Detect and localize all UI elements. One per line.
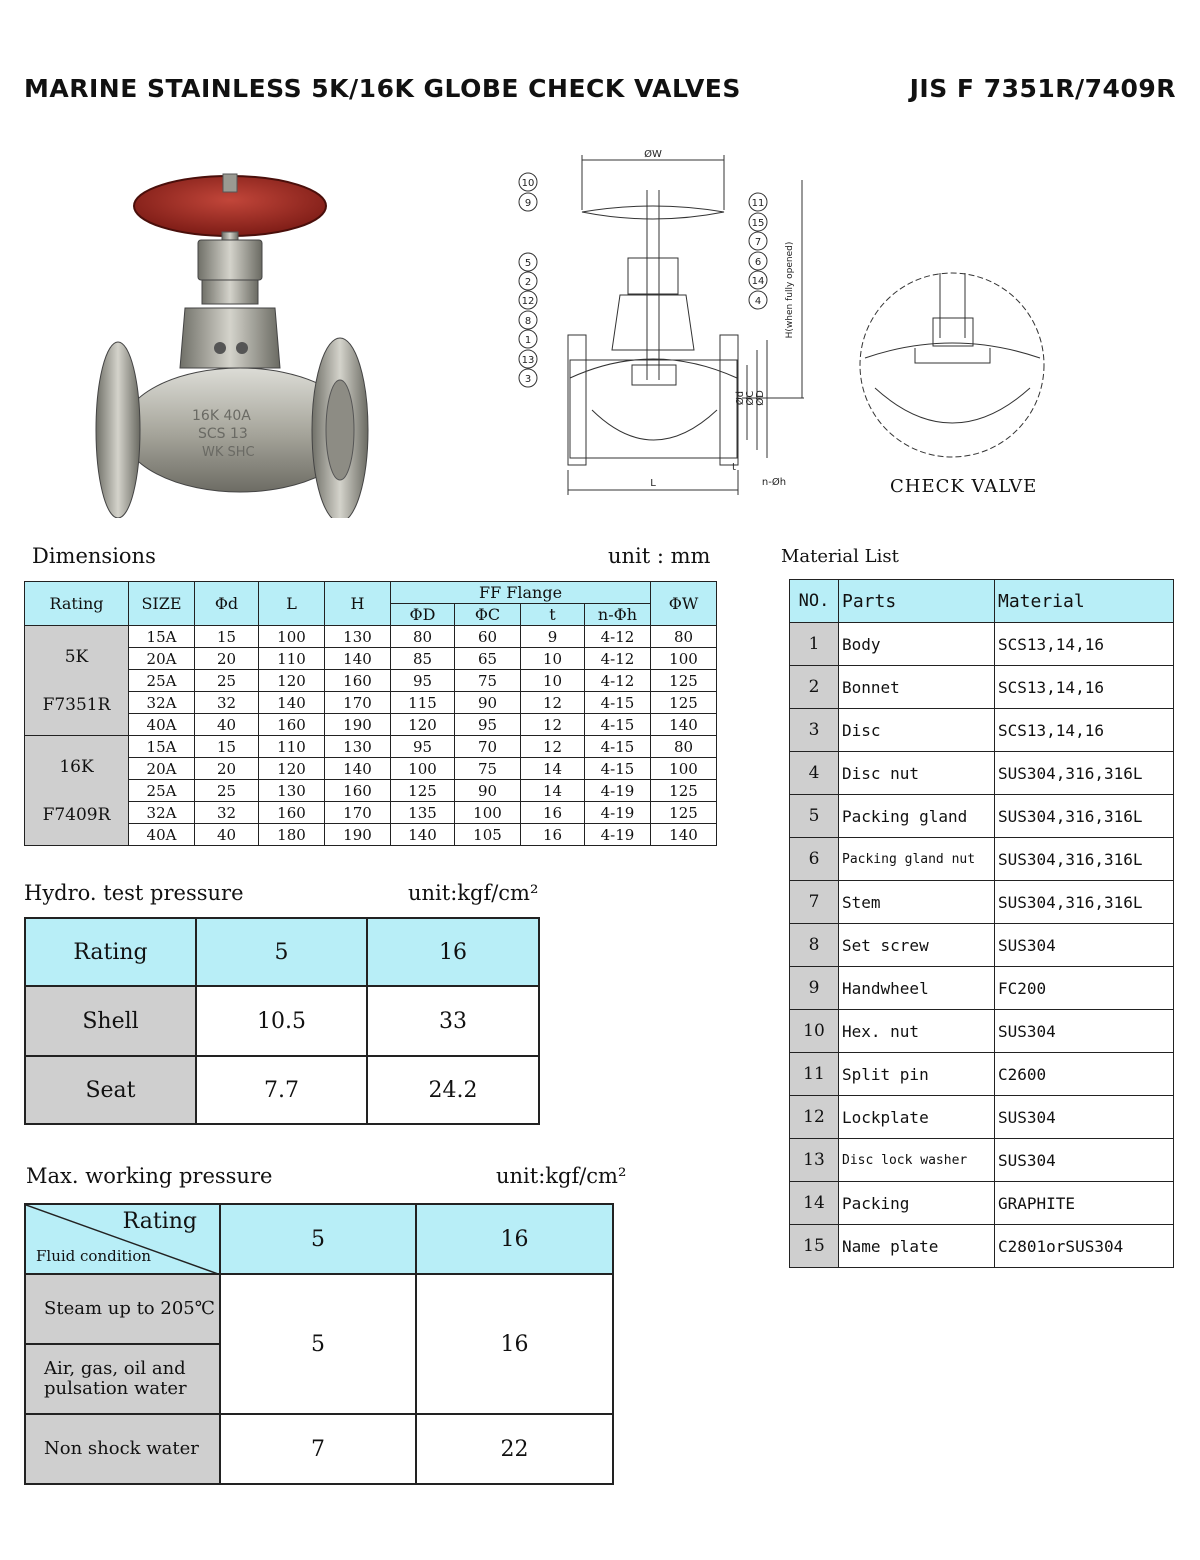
- material-row: [790, 795, 1174, 838]
- working-unit: unit:kgf/cm²: [496, 1164, 627, 1188]
- balloon: 1: [524, 335, 532, 346]
- dimension-cell: 110: [259, 736, 325, 758]
- dimension-cell: 20A: [129, 648, 195, 670]
- col-d: Φd: [195, 582, 259, 626]
- dimension-cell: 15A: [129, 736, 195, 758]
- dimension-cell: 125: [391, 780, 455, 802]
- dimension-cell: 100: [455, 802, 521, 824]
- balloon: 3: [524, 374, 532, 385]
- col-nh: n-Φh: [585, 604, 651, 626]
- material-list-title: Material List: [781, 546, 899, 567]
- dimension-cell: 80: [391, 626, 455, 648]
- dimension-cell: 9: [521, 626, 585, 648]
- corner-rating: Rating: [122, 1209, 197, 1234]
- dimension-row: [25, 824, 717, 846]
- material-row: [790, 1225, 1174, 1268]
- hydro-seat-label: Seat: [25, 1056, 196, 1124]
- mat-col-no: NO.: [790, 580, 839, 623]
- dimension-cell: 65: [455, 648, 521, 670]
- hydro-test-table: [24, 917, 540, 1125]
- dimension-cell: 140: [325, 648, 391, 670]
- material-part: Lockplate: [839, 1096, 995, 1139]
- jis-code: F7351R: [42, 694, 111, 715]
- material-no: 5: [790, 795, 839, 838]
- dimension-cell: 10: [521, 648, 585, 670]
- dimension-cell: 4-19: [585, 802, 651, 824]
- dimension-cell: 125: [651, 780, 717, 802]
- dimension-cell: 4-12: [585, 670, 651, 692]
- check-valve-detail: [855, 268, 1050, 463]
- dimension-cell: 140: [651, 714, 717, 736]
- rating-value: 16K: [59, 756, 94, 777]
- material-no: 14: [790, 1182, 839, 1225]
- col-c: ΦC: [455, 604, 521, 626]
- balloon: 13: [521, 355, 535, 366]
- dimension-cell: 15: [195, 626, 259, 648]
- dimension-cell: 130: [259, 780, 325, 802]
- dimension-cell: 125: [651, 802, 717, 824]
- dimension-cell: 15: [195, 736, 259, 758]
- material-no: 11: [790, 1053, 839, 1096]
- hydro-rating-label: Rating: [25, 918, 196, 986]
- dim-label-t: t: [732, 462, 736, 473]
- material-spec: SUS304,316,316L: [995, 838, 1174, 881]
- dimension-cell: 25A: [129, 670, 195, 692]
- material-no: 1: [790, 623, 839, 666]
- balloon: 2: [524, 277, 532, 288]
- material-no: 13: [790, 1139, 839, 1182]
- dimension-cell: 120: [391, 714, 455, 736]
- material-no: 2: [790, 666, 839, 709]
- corner-fluid: Fluid condition: [36, 1247, 152, 1265]
- material-spec: SUS304,316,316L: [995, 795, 1174, 838]
- col-w: ΦW: [651, 582, 717, 626]
- dimension-cell: 25A: [129, 780, 195, 802]
- col-dd: ΦD: [391, 604, 455, 626]
- dimension-cell: 14: [521, 758, 585, 780]
- hydro-shell-label: Shell: [25, 986, 196, 1056]
- dimension-cell: 190: [325, 714, 391, 736]
- material-row: [790, 1182, 1174, 1225]
- material-part: Hex. nut: [839, 1010, 995, 1053]
- rating-value: 5K: [64, 646, 89, 667]
- dimension-cell: 60: [455, 626, 521, 648]
- dimension-row: [25, 736, 717, 758]
- balloon: 5: [524, 258, 532, 269]
- dimension-cell: 140: [391, 824, 455, 846]
- col-ff-flange: FF Flange: [391, 582, 651, 604]
- dimension-cell: 160: [259, 802, 325, 824]
- dimension-cell: 40A: [129, 824, 195, 846]
- dimensions-unit: unit : mm: [608, 544, 711, 568]
- dimension-row: [25, 692, 717, 714]
- dimension-cell: 80: [651, 736, 717, 758]
- material-no: 4: [790, 752, 839, 795]
- dimension-cell: 4-19: [585, 780, 651, 802]
- dimension-cell: 180: [259, 824, 325, 846]
- dimension-cell: 190: [325, 824, 391, 846]
- hydro-unit: unit:kgf/cm²: [408, 881, 539, 905]
- dimension-row: [25, 802, 717, 824]
- dimension-cell: 20A: [129, 758, 195, 780]
- dimension-cell: 12: [521, 736, 585, 758]
- material-spec: SUS304,316,316L: [995, 881, 1174, 924]
- dimension-row: [25, 648, 717, 670]
- hydro-shell-5: 10.5: [196, 986, 367, 1056]
- col-l: L: [259, 582, 325, 626]
- hydro-shell-16: 33: [367, 986, 539, 1056]
- dimension-cell: 125: [651, 670, 717, 692]
- dimension-cell: 90: [455, 780, 521, 802]
- balloon: 8: [524, 316, 532, 327]
- dimension-cell: 75: [455, 758, 521, 780]
- hydro-title: Hydro. test pressure: [24, 881, 244, 905]
- material-part: Disc nut: [839, 752, 995, 795]
- dimension-cell: 100: [651, 758, 717, 780]
- dimension-cell: 4-15: [585, 736, 651, 758]
- material-spec: SUS304: [995, 1096, 1174, 1139]
- hydro-seat-16: 24.2: [367, 1056, 539, 1124]
- material-part: Stem: [839, 881, 995, 924]
- dimension-row: [25, 714, 717, 736]
- dimension-cell: 100: [651, 648, 717, 670]
- dimension-cell: 105: [455, 824, 521, 846]
- working-group2-5: 7: [220, 1414, 416, 1484]
- dimension-cell: 95: [391, 670, 455, 692]
- dimension-cell: 10: [521, 670, 585, 692]
- dimension-cell: 4-19: [585, 824, 651, 846]
- dimension-cell: 75: [455, 670, 521, 692]
- dimension-cell: 16: [521, 802, 585, 824]
- condition-steam: Steam up to 205℃: [25, 1274, 220, 1344]
- dimension-cell: 12: [521, 714, 585, 736]
- dimension-cell: 120: [259, 758, 325, 780]
- casting-mark: 16K 40A: [192, 408, 251, 424]
- material-row: [790, 1053, 1174, 1096]
- material-part: Packing: [839, 1182, 995, 1225]
- dimension-row: [25, 670, 717, 692]
- dimension-cell: 100: [259, 626, 325, 648]
- dimension-cell: 135: [391, 802, 455, 824]
- material-no: 6: [790, 838, 839, 881]
- balloon: 4: [754, 296, 762, 307]
- dimensions-table: [24, 581, 717, 846]
- dimension-cell: 40: [195, 824, 259, 846]
- dimension-row: [25, 780, 717, 802]
- material-part: Handwheel: [839, 967, 995, 1010]
- dimension-cell: 32: [195, 692, 259, 714]
- material-spec: SUS304,316,316L: [995, 752, 1174, 795]
- dimension-cell: 32A: [129, 802, 195, 824]
- dimension-cell: 14: [521, 780, 585, 802]
- balloon: 15: [751, 218, 765, 229]
- dimension-cell: 140: [259, 692, 325, 714]
- dimension-row: [25, 758, 717, 780]
- material-row: [790, 1139, 1174, 1182]
- balloon: 10: [521, 178, 535, 189]
- dim-label-h: H(when fully opened): [785, 241, 795, 339]
- material-no: 9: [790, 967, 839, 1010]
- dimension-cell: 20: [195, 648, 259, 670]
- dimension-cell: 140: [651, 824, 717, 846]
- dimension-cell: 125: [651, 692, 717, 714]
- material-part: Split pin: [839, 1053, 995, 1096]
- standard-code: JIS F 7351R/7409R: [909, 74, 1176, 103]
- dim-label-c: ØC: [745, 390, 756, 406]
- dimension-cell: 32A: [129, 692, 195, 714]
- balloon: 14: [751, 276, 765, 287]
- dim-label-nh: n-Øh: [761, 477, 787, 488]
- material-no: 8: [790, 924, 839, 967]
- material-spec: FC200: [995, 967, 1174, 1010]
- col-size: SIZE: [129, 582, 195, 626]
- casting-mark: SCS 13: [198, 426, 248, 442]
- material-part: Bonnet: [839, 666, 995, 709]
- dimension-cell: 4-15: [585, 758, 651, 780]
- material-spec: SCS13,14,16: [995, 666, 1174, 709]
- material-spec: C2801orSUS304: [995, 1225, 1174, 1268]
- casting-mark: WK SHC: [202, 445, 255, 460]
- dimension-cell: 40: [195, 714, 259, 736]
- balloon: 12: [521, 296, 535, 307]
- material-part: Disc: [839, 709, 995, 752]
- dim-label-d: Ød: [735, 390, 746, 406]
- hydro-seat-5: 7.7: [196, 1056, 367, 1124]
- material-no: 12: [790, 1096, 839, 1139]
- dimension-row: [25, 626, 717, 648]
- material-row: [790, 838, 1174, 881]
- dimension-cell: 170: [325, 802, 391, 824]
- working-group1-5: 5: [220, 1274, 416, 1414]
- material-no: 3: [790, 709, 839, 752]
- material-row: [790, 1096, 1174, 1139]
- page-title: MARINE STAINLESS 5K/16K GLOBE CHECK VALVES: [24, 74, 741, 103]
- dimension-cell: 15A: [129, 626, 195, 648]
- material-spec: GRAPHITE: [995, 1182, 1174, 1225]
- hydro-rating-16: 16: [367, 918, 539, 986]
- working-group2-16: 22: [416, 1414, 613, 1484]
- dimension-cell: 70: [455, 736, 521, 758]
- material-part: Packing gland nut: [839, 838, 995, 881]
- dimension-cell: 130: [325, 736, 391, 758]
- hydro-rating-5: 5: [196, 918, 367, 986]
- dimension-cell: 160: [259, 714, 325, 736]
- dimension-cell: 130: [325, 626, 391, 648]
- working-title: Max. working pressure: [26, 1164, 273, 1188]
- dim-label-l: L: [650, 478, 656, 489]
- material-spec: SUS304: [995, 1010, 1174, 1053]
- dimensions-title: Dimensions: [32, 544, 156, 568]
- dimension-cell: 140: [325, 758, 391, 780]
- dimension-cell: 170: [325, 692, 391, 714]
- corner-cell: [25, 1204, 220, 1274]
- material-table: [789, 579, 1174, 1268]
- dimension-cell: 4-15: [585, 692, 651, 714]
- material-row: [790, 924, 1174, 967]
- material-no: 7: [790, 881, 839, 924]
- dimension-cell: 4-12: [585, 648, 651, 670]
- dimension-cell: 95: [391, 736, 455, 758]
- working-rating-5: 5: [220, 1204, 416, 1274]
- dim-label-w: ØW: [644, 149, 662, 160]
- jis-code: F7409R: [42, 804, 111, 825]
- dim-label-dd: ØD: [755, 390, 766, 406]
- material-no: 10: [790, 1010, 839, 1053]
- check-valve-caption: CHECK VALVE: [890, 476, 1038, 497]
- material-spec: SCS13,14,16: [995, 623, 1174, 666]
- dimension-cell: 4-15: [585, 714, 651, 736]
- material-row: [790, 709, 1174, 752]
- dimension-cell: 4-12: [585, 626, 651, 648]
- rating-group-cell: [25, 736, 129, 846]
- sectional-drawing: [512, 140, 812, 500]
- material-row: [790, 1010, 1174, 1053]
- dimension-cell: 25: [195, 780, 259, 802]
- dimension-cell: 120: [259, 670, 325, 692]
- dimension-cell: 160: [325, 780, 391, 802]
- working-rating-16: 16: [416, 1204, 613, 1274]
- dimension-cell: 160: [325, 670, 391, 692]
- dimension-cell: 85: [391, 648, 455, 670]
- balloon: 9: [524, 198, 532, 209]
- dimension-cell: 40A: [129, 714, 195, 736]
- condition-non-shock-water: Non shock water: [25, 1414, 220, 1484]
- balloon: 11: [751, 198, 765, 209]
- material-part: Set screw: [839, 924, 995, 967]
- dimension-cell: 95: [455, 714, 521, 736]
- material-row: [790, 666, 1174, 709]
- material-part: Packing gland: [839, 795, 995, 838]
- dimension-cell: 20: [195, 758, 259, 780]
- valve-photo: [90, 168, 380, 518]
- material-part: Disc lock washer: [839, 1139, 995, 1182]
- mat-col-material: Material: [995, 580, 1174, 623]
- col-t: t: [521, 604, 585, 626]
- material-no: 15: [790, 1225, 839, 1268]
- dimension-cell: 25: [195, 670, 259, 692]
- material-row: [790, 752, 1174, 795]
- rating-group-cell: [25, 626, 129, 736]
- col-h: H: [325, 582, 391, 626]
- material-row: [790, 881, 1174, 924]
- material-row: [790, 623, 1174, 666]
- material-spec: SUS304: [995, 924, 1174, 967]
- dimension-cell: 110: [259, 648, 325, 670]
- balloon: 7: [754, 237, 762, 248]
- col-rating: Rating: [25, 582, 129, 626]
- material-spec: SCS13,14,16: [995, 709, 1174, 752]
- condition-air-gas-oil: Air, gas, oil and pulsation water: [25, 1344, 220, 1414]
- material-spec: C2600: [995, 1053, 1174, 1096]
- max-working-pressure-table: [24, 1203, 614, 1485]
- dimension-cell: 32: [195, 802, 259, 824]
- material-part: Body: [839, 623, 995, 666]
- dimension-cell: 80: [651, 626, 717, 648]
- balloon: 6: [754, 257, 762, 268]
- dimension-cell: 115: [391, 692, 455, 714]
- dimension-cell: 12: [521, 692, 585, 714]
- material-part: Name plate: [839, 1225, 995, 1268]
- material-row: [790, 967, 1174, 1010]
- dimension-cell: 100: [391, 758, 455, 780]
- dimension-cell: 90: [455, 692, 521, 714]
- dimension-cell: 16: [521, 824, 585, 846]
- material-spec: SUS304: [995, 1139, 1174, 1182]
- mat-col-parts: Parts: [839, 580, 995, 623]
- working-group1-16: 16: [416, 1274, 613, 1414]
